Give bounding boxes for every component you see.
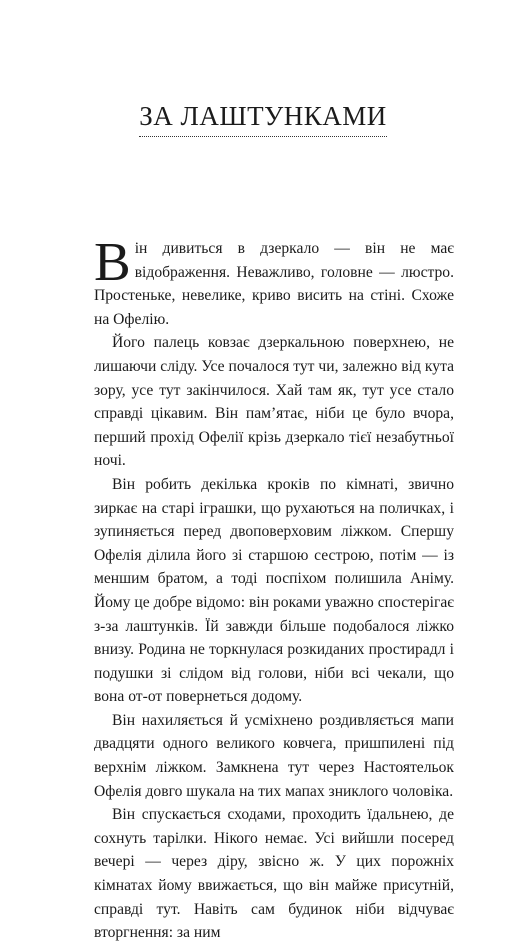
chapter-title [0, 100, 526, 137]
paragraph-1-text: ін дивиться в дзеркало — він не має відображення. Неважливо, головне — люстро. Простеньке, невелике, криво висить на стіні. Схоже на Офелію. [94, 240, 454, 328]
paragraph-2: Його палець ковзає дзеркальною поверхнею, не лишаючи сліду. Усе почалося тут чи, залежно від кута зору, усе тут закінчилося. Хай там як, тут усе стало справді цікавим. Він пам’ятає, ніби це було вчора, перший прохід Офелії крізь дзеркало тієї незабутньої ночі. [94, 334, 454, 470]
paragraph-1 [94, 231, 454, 331]
paragraph-3: Він робить декілька кроків по кімнаті, звично зиркає на старі іграшки, що рухаються на поличках, і зупиняється перед двоповерховим ліжком. Спершу Офелія ділила його зі старшою сестрою, потім — із меншим братом, а тоді поспіхом полишила Аніму. Йому це добре відомо: він роками уважно спостерігає з-за лаштунків. Їй завжди більше подобалося ліжко внизу. Родина не торкнулася розкиданих простирадл і подушки зі слідом від голови, ніби всі чекали, що вона от-от повернеться додому. [94, 475, 454, 706]
chapter-title-text: ЗА ЛАШТУНКАМИ [139, 100, 386, 137]
chapter-body [94, 231, 454, 945]
drop-cap: В [94, 231, 131, 292]
paragraph-5: Він спускається сходами, проходить їдальнею, де сохнуть тарілки. Нікого немає. Усі вийшли посеред вечері — через діру, звісно ж. У цих порожніх кімнатах йому ввижається, що він майже присутній, справді тут. Навіть сам будинок ніби відчуває вторгнення: за ним [94, 806, 454, 942]
paragraph-4: Він нахиляється й усміхнено роздивляється мапи двадцяти одного великого ковчега, пришпилені під верхнім ліжком. Замкнена тут через Настоятельок Офелія довго шукала на тих мапах зниклого чоловіка. [94, 711, 454, 800]
